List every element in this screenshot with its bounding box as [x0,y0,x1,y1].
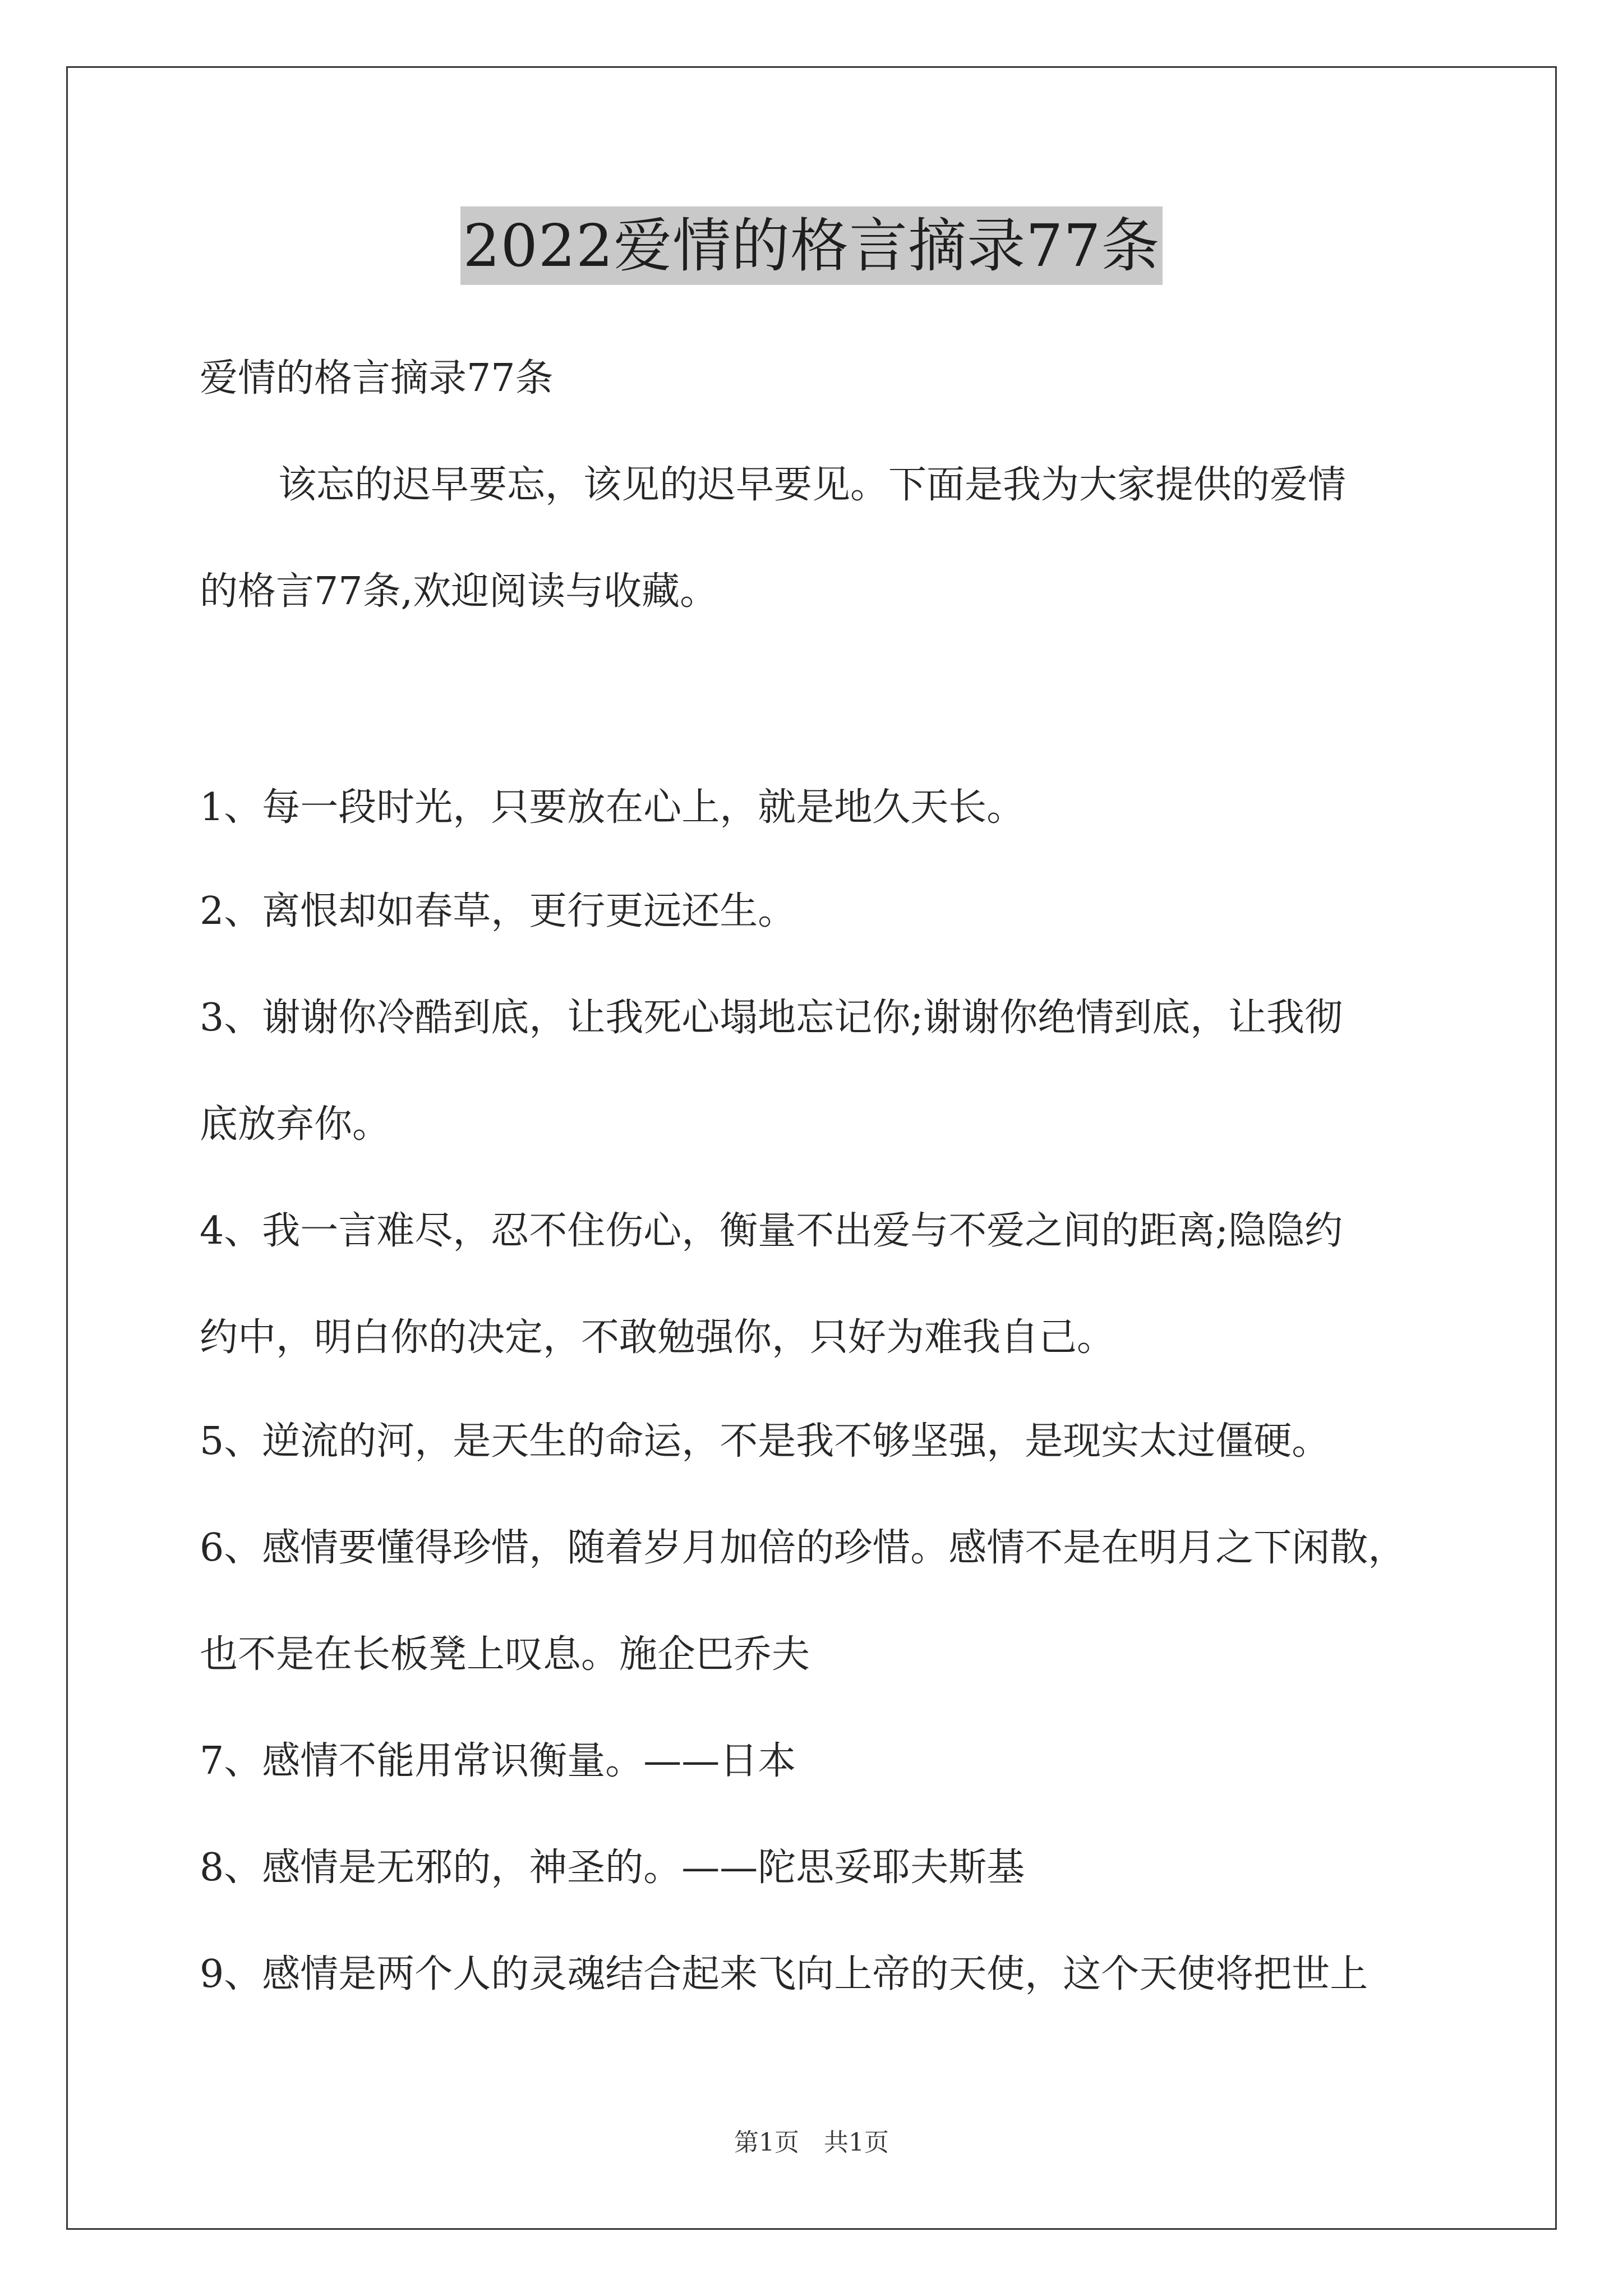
intro-line: 该忘的迟早要忘，该见的迟早要见。下面是我为大家提供的爱情 [278,463,1347,507]
body-line: 9、感情是两个人的灵魂结合起来飞向上帝的天使，这个天使将把世上 [200,1952,1368,1996]
body-line: 3、谢谢你冷酷到底，让我死心塌地忘记你;谢谢你绝情到底，让我彻 [200,996,1343,1040]
body-line: 6、感情要懂得珍惜，随着岁月加倍的珍惜。感情不是在明月之下闲散， [200,1526,1407,1570]
body-line: 约中，明白你的决定，不敢勉强你，只好为难我自己。 [200,1315,1115,1360]
intro-line: 的格言77条,欢迎阅读与收藏。 [200,569,718,614]
body-line: 2、离恨却如春草，更行更远还生。 [200,889,796,933]
body-line: 5、逆流的河，是天生的命运，不是我不够坚强，是现实太过僵硬。 [200,1419,1330,1464]
document-subtitle: 爱情的格言摘录77条 [200,356,554,401]
title-container [0,206,1623,285]
body-line: 8、感情是无邪的，神圣的。——陀思妥耶夫斯基 [200,1846,1025,1890]
body-line: 1、每一段时光，只要放在心上，就是地久天长。 [200,785,1025,830]
body-line: 4、我一言难尽，忍不住伤心，衡量不出爱与不爱之间的距离;隐隐约 [200,1209,1343,1253]
page-footer: 第1页 共1页 [734,2128,889,2157]
body-line: 7、感情不能用常识衡量。——日本 [200,1739,796,1783]
body-line: 底放弃你。 [200,1102,391,1147]
document-title: 2022爱情的格言摘录77条 [460,206,1162,285]
body-line: 也不是在长板凳上叹息。施企巴乔夫 [200,1632,810,1677]
